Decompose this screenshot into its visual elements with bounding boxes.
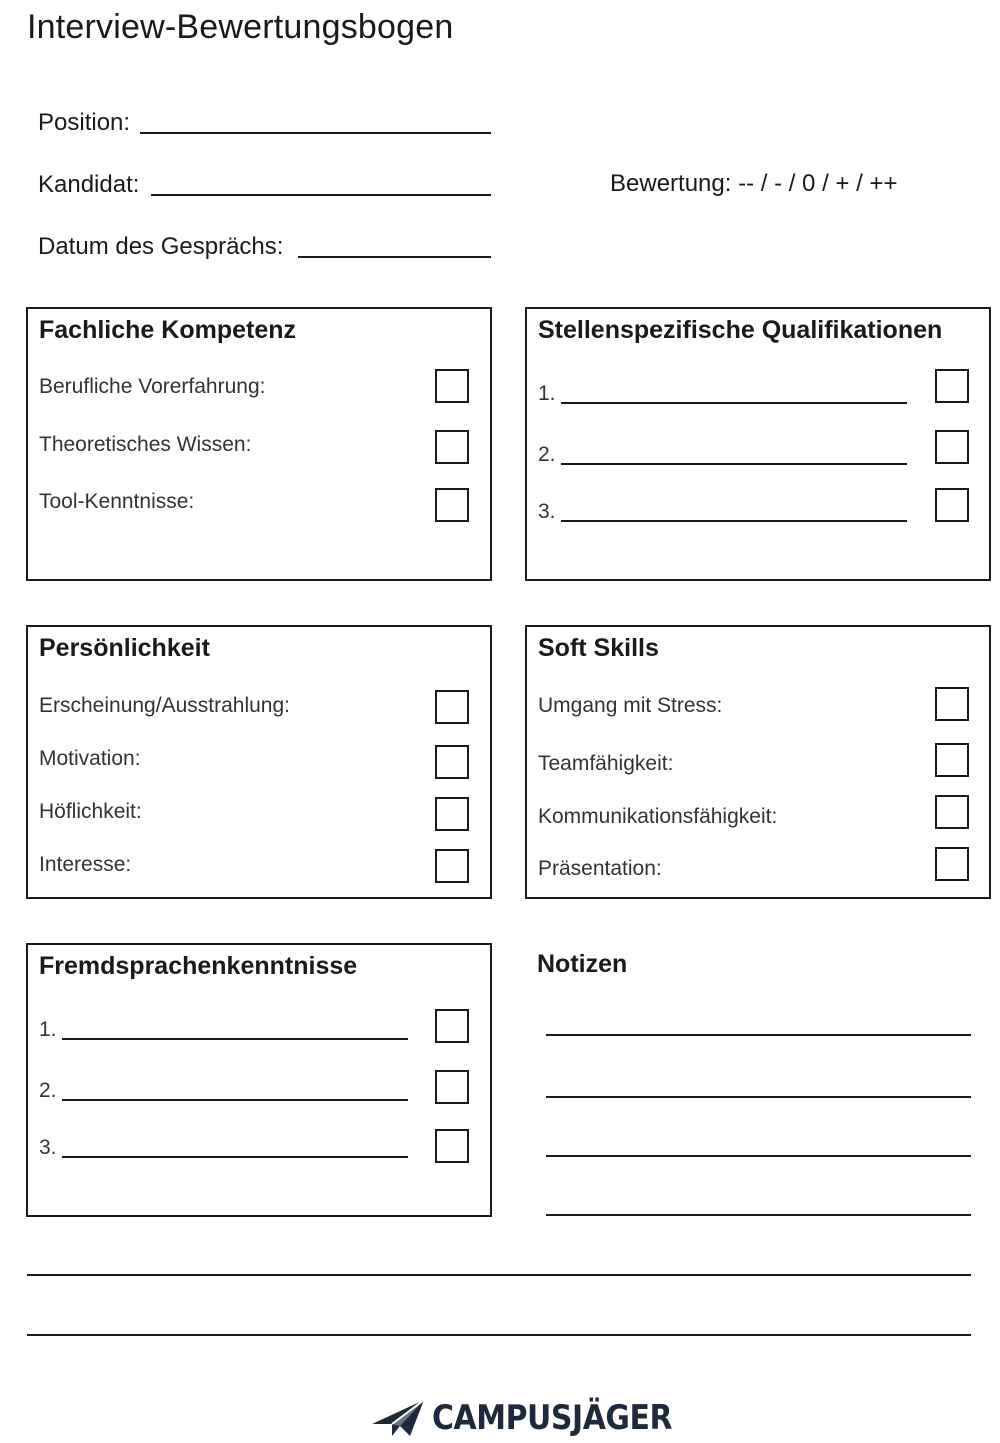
section-title: Stellenspezifische Qualifikationen [538,316,943,344]
section-title: Fachliche Kompetenz [39,316,296,344]
rating-checkbox[interactable] [435,1070,469,1104]
item-number: 2. [39,1079,57,1102]
notes-title: Notizen [537,950,628,978]
rating-checkbox[interactable] [435,745,469,779]
section-fachliche-kompetenz [26,307,492,581]
item-label: Kommunikationsfähigkeit: [538,805,778,828]
rating-checkbox[interactable] [935,743,969,777]
item-label: Motivation: [39,747,141,770]
section-title: Soft Skills [538,634,659,662]
language-field[interactable] [62,1156,408,1158]
item-number: 3. [39,1136,57,1159]
item-label: Erscheinung/Ausstrahlung: [39,694,290,717]
section-title: Fremdsprachenkenntnisse [39,952,358,980]
item-label: Tool-Kenntnisse: [39,490,195,513]
item-label: Umgang mit Stress: [538,694,723,717]
position-field[interactable] [140,132,491,134]
rating-checkbox[interactable] [935,369,969,403]
notes-line-full[interactable] [27,1334,971,1336]
rating-scale: Bewertung: -- / - / 0 / + / ++ [610,170,898,197]
rating-checkbox[interactable] [435,430,469,464]
item-label: Höflichkeit: [39,800,142,823]
item-number: 2. [538,443,556,466]
rating-checkbox[interactable] [935,488,969,522]
rating-checkbox[interactable] [435,690,469,724]
qualification-field[interactable] [561,520,907,522]
qualification-field[interactable] [561,463,907,465]
position-label: Position: [38,109,131,136]
page-title: Interview-Bewertungsbogen [27,8,454,46]
language-field[interactable] [62,1038,408,1040]
rating-checkbox[interactable] [435,849,469,883]
rating-checkbox[interactable] [435,1009,469,1043]
notes-line-full[interactable] [27,1274,971,1276]
section-stellenspezifische-qualifikationen [525,307,991,581]
item-label: Theoretisches Wissen: [39,433,252,456]
campusjaeger-logo [370,1396,705,1440]
qualification-field[interactable] [561,402,907,404]
paper-plane-icon [370,1398,426,1438]
notes-line[interactable] [546,1214,971,1216]
item-label: Präsentation: [538,857,662,880]
language-field[interactable] [62,1099,408,1101]
item-number: 3. [538,500,556,523]
item-number: 1. [538,382,556,405]
rating-checkbox[interactable] [935,795,969,829]
notes-line[interactable] [546,1034,971,1036]
candidate-field[interactable] [151,194,491,196]
notes-line[interactable] [546,1096,971,1098]
logo-text: CAMPUSJÄGER [432,1398,673,1438]
date-field[interactable] [298,256,491,258]
notes-line[interactable] [546,1155,971,1157]
date-label: Datum des Gesprächs: [38,233,284,260]
rating-checkbox[interactable] [935,430,969,464]
rating-checkbox[interactable] [935,687,969,721]
section-soft-skills [525,625,991,899]
item-label: Berufliche Vorerfahrung: [39,375,266,398]
rating-checkbox[interactable] [935,847,969,881]
section-title: Persönlichkeit [39,634,210,662]
rating-checkbox[interactable] [435,1129,469,1163]
section-persoenlichkeit [26,625,492,899]
item-label: Teamfähigkeit: [538,752,674,775]
item-label: Interesse: [39,853,132,876]
rating-checkbox[interactable] [435,369,469,403]
candidate-label: Kandidat: [38,171,140,198]
rating-checkbox[interactable] [435,797,469,831]
rating-checkbox[interactable] [435,488,469,522]
section-fremdsprachenkenntnisse [26,943,492,1217]
item-number: 1. [39,1018,57,1041]
